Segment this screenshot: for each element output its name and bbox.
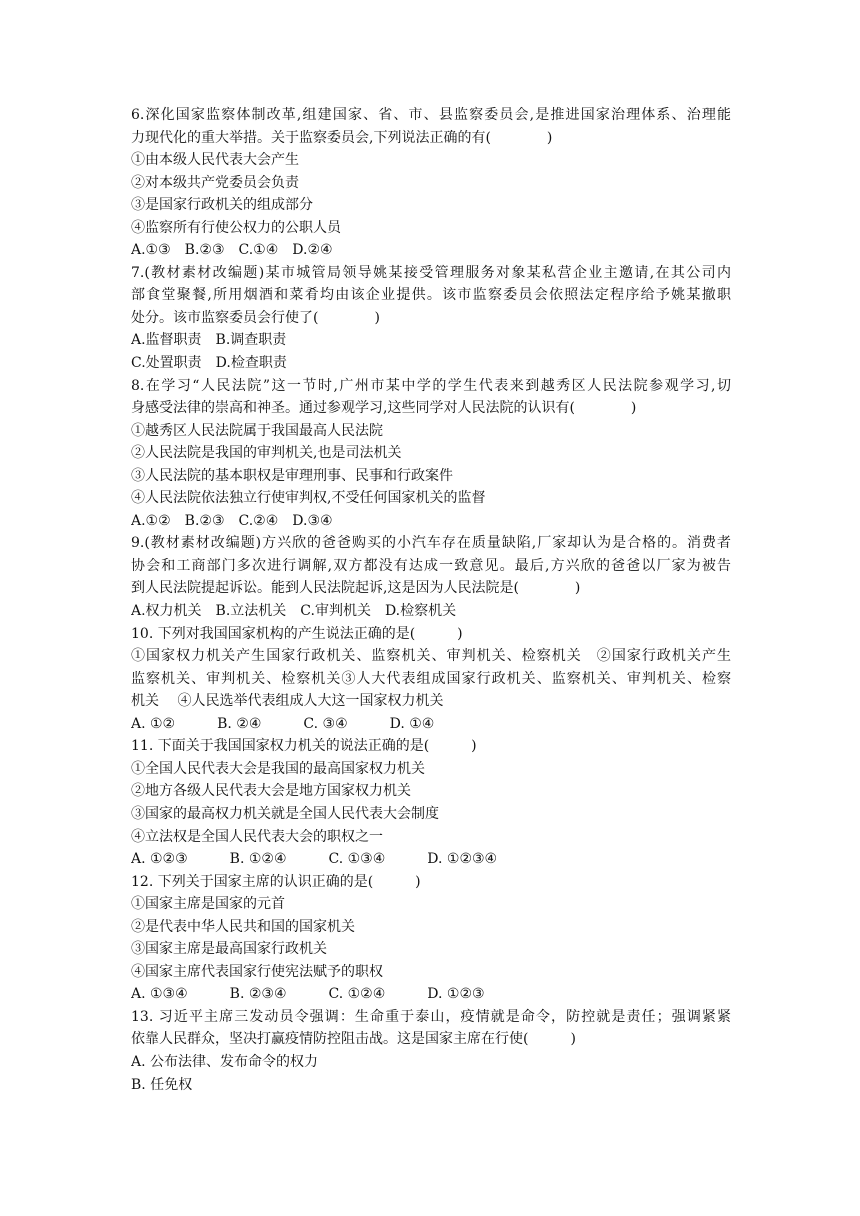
text-line: A. ①③④ B. ②③④ C. ①②④ D. ①②③ xyxy=(131,986,485,1003)
text-line: ④国家主席代表国家行使宪法赋予的职权 xyxy=(131,963,383,980)
text-line: ①国家权力机关产生国家行政机关、监察机关、审判机关、检察机关 ②国家行政机关产生 xyxy=(131,648,731,665)
text-line: A.①② B.②③ C.②④ D.③④ xyxy=(131,512,333,529)
text-line: A.监督职责 B.调查职责 xyxy=(131,332,287,349)
text-line: ③是国家行政机关的组成部分 xyxy=(131,197,313,214)
text-line: 身感受法律的崇高和神圣。通过参观学习,这些同学对人民法院的认识有( ) xyxy=(131,400,637,417)
text-line: 7.(教材素材改编题)某市城管局领导姚某接受管理服务对象某私营企业主邀请,在其公司内 xyxy=(131,264,731,281)
text-line: ①全国人民代表大会是我国的最高国家权力机关 xyxy=(131,760,425,777)
text-line: 10. 下列对我国国家机构的产生说法正确的是( ) xyxy=(131,625,463,642)
text-line: 协会和工商部门多次进行调解,双方都没有达成一致意见。最后,方兴欣的爸爸以厂家为被告 xyxy=(131,557,731,574)
text-line: 12. 下列关于国家主席的认识正确的是( ) xyxy=(131,873,421,890)
text-line: 到人民法院提起诉讼。能到人民法院起诉,这是因为人民法院是( ) xyxy=(131,580,581,597)
text-line: A.权力机关 B.立法机关 C.审判机关 D.检察机关 xyxy=(131,603,457,620)
text-line: B. 任免权 xyxy=(131,1076,193,1093)
text-line: ③国家的最高权力机关就是全国人民代表大会制度 xyxy=(131,805,439,822)
text-line: ②人民法院是我国的审判机关,也是司法机关 xyxy=(131,445,402,462)
text-line: ①越秀区人民法院属于我国最高人民法院 xyxy=(131,422,383,439)
text-line: 监察机关、审判机关、检察机关③人大代表组成国家行政机关、监察机关、审判机关、检察 xyxy=(131,670,731,687)
text-line: C.处置职责 D.检查职责 xyxy=(131,355,287,372)
text-line: ②地方各级人民代表大会是地方国家权力机关 xyxy=(131,783,411,800)
text-line: 处分。该市监察委员会行使了( ) xyxy=(131,309,380,326)
text-line: 依靠人民群众，坚决打赢疫情防控阻击战。这是国家主席在行使( ) xyxy=(131,1031,576,1048)
document-page xyxy=(131,104,731,1096)
text-line: 6.深化国家监察体制改革,组建国家、省、市、县监察委员会,是推进国家治理体系、治理能 xyxy=(131,107,731,123)
text-line: A. 公布法律、发布命令的权力 xyxy=(131,1053,319,1070)
text-line: ④立法权是全国人民代表大会的职权之一 xyxy=(131,828,383,845)
text-line: ④人民法院依法独立行使审判权,不受任何国家机关的监督 xyxy=(131,490,486,507)
text-line: ①国家主席是国家的元首 xyxy=(131,896,285,913)
text-line: A. ①② B. ②④ C. ③④ D. ①④ xyxy=(131,715,435,732)
text-line: 机关 ④人民选举代表组成人大这一国家权力机关 xyxy=(131,693,444,710)
text-line: 力现代化的重大举措。关于监察委员会,下列说法正确的有( ) xyxy=(131,129,553,146)
text-line: 8.在学习“人民法院”这一节时,广州市某中学的学生代表来到越秀区人民法院参观学习,切 xyxy=(131,377,731,394)
text-line: ②是代表中华人民共和国的国家机关 xyxy=(131,918,355,935)
text-line: ③人民法院的基本职权是审理刑事、民事和行政案件 xyxy=(131,467,453,484)
text-line: ④监察所有行使公权力的公职人员 xyxy=(131,219,341,236)
text-line: 部食堂聚餐,所用烟酒和菜肴均由该企业提供。该市监察委员会依照法定程序给予姚某撤职 xyxy=(131,287,731,304)
text-line: A.①③ B.②③ C.①④ D.②④ xyxy=(131,242,333,259)
text-line: A. ①②③ B. ①②④ C. ①③④ D. ①②③④ xyxy=(131,851,498,868)
text-line: ③国家主席是最高国家行政机关 xyxy=(131,941,327,958)
text-line: ②对本级共产党委员会负责 xyxy=(131,174,299,191)
text-line: 9.(教材素材改编题)方兴欣的爸爸购买的小汽车存在质量缺陷,厂家却认为是合格的。消费者 xyxy=(131,535,731,552)
text-line: ①由本级人民代表大会产生 xyxy=(131,152,299,169)
text-line: 13. 习近平主席三发动员令强调：生命重于泰山，疫情就是命令，防控就是责任；强调紧紧 xyxy=(131,1008,731,1025)
text-line: 11. 下面关于我国国家权力机关的说法正确的是( ) xyxy=(131,738,477,755)
